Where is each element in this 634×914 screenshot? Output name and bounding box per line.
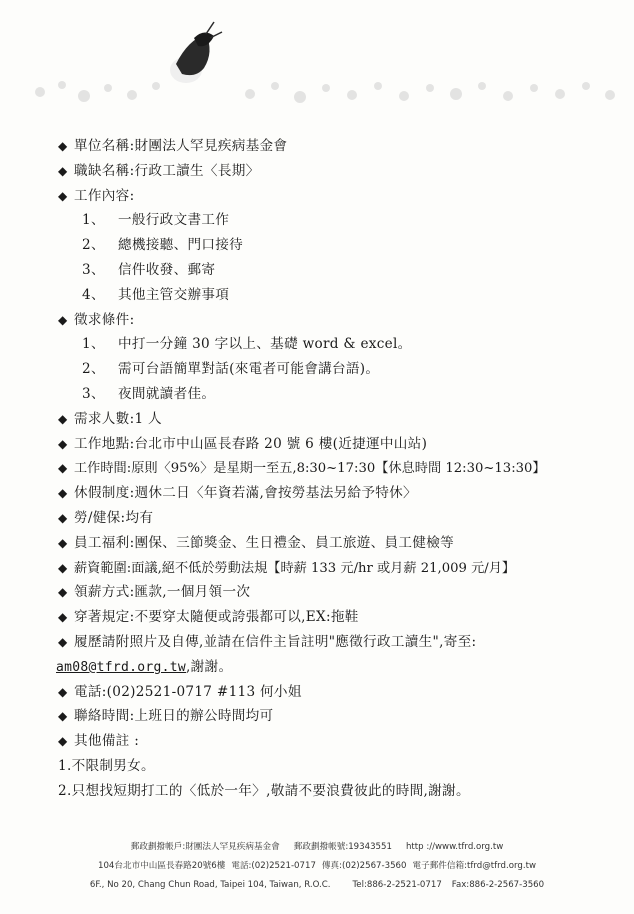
leave-row: ◆ 休假制度:週休二日〈年資若滿,會按勞基法另給予特休〉: [58, 481, 598, 506]
bullet-icon: ◆: [58, 634, 68, 649]
bullet-icon: ◆: [58, 411, 68, 426]
bullet-icon: ◆: [58, 486, 68, 501]
bullet-icon: ◆: [58, 585, 68, 600]
website-link[interactable]: http ://www.tfrd.org.tw: [405, 842, 504, 852]
hours-row: ◆ 工作時間:原則〈95%〉是星期一至五,8:30~17:30【休息時間 12:30~13:30】: [58, 456, 598, 481]
bullet-icon: ◆: [58, 461, 68, 476]
task-item: 4、 其他主管交辦事項: [82, 286, 230, 303]
unit-row: ◆ 單位名稱:財團法人罕見疾病基金會: [58, 134, 598, 159]
footer-line-1: 郵政劃撥帳戶:財團法人罕見疾病基金會 郵政劃撥帳號:19343551 http ://www.tfrd.org.tw: [130, 842, 504, 852]
email-row: am08@tfrd.org.tw,謝謝。: [56, 658, 233, 675]
unit-value: 財團法人罕見疾病基金會: [134, 138, 288, 154]
bullet-icon: ◆: [58, 535, 68, 550]
bullet-icon: ◆: [58, 684, 68, 699]
resume-row: ◆ 履歷請附照片及自傳,並請在信件主旨註明"應徵行政工讀生",寄至:: [58, 630, 598, 655]
phone-row: ◆ 電話:(02)2521-0717 #113 何小姐: [58, 680, 598, 705]
job-posting: [58, 134, 598, 804]
contact-time-row: ◆ 聯絡時間:上班日的辦公時間均可: [58, 704, 598, 729]
bullet-icon: ◆: [58, 734, 68, 749]
content-heading: ◆ 工作內容:: [58, 184, 598, 209]
task-item: 1、 一般行政文書工作: [82, 212, 230, 229]
headcount-row: ◆ 需求人數:1 人: [58, 407, 598, 432]
dress-code-row: ◆ 穿著規定:不要穿太隨便或誇張都可以,EX:拖鞋: [58, 605, 598, 630]
bullet-icon: ◆: [58, 312, 68, 327]
requirement-item: 1、 中打一分鐘 30 字以上、基礎 word & excel。: [82, 336, 412, 353]
position-value: 行政工讀生〈長期〉: [134, 162, 260, 179]
insurance-row: ◆ 勞/健保:均有: [58, 506, 598, 531]
requirement-item: 2、 需可台語簡單對話(來電者可能會講台語)。: [82, 361, 380, 378]
task-item: 3、 信件收發、郵寄: [82, 261, 216, 278]
bullet-icon: ◆: [58, 510, 68, 525]
bullet-icon: ◆: [58, 709, 68, 724]
requirements-heading: ◆ 徵求條件:: [58, 308, 598, 333]
location-row: ◆ 工作地點:台北市中山區長春路 20 號 6 樓(近捷運中山站): [58, 432, 598, 457]
position-row: ◆ 職缺名稱:行政工讀生〈長期〉: [58, 159, 598, 184]
bullet-icon: ◆: [58, 610, 68, 625]
salary-row: ◆ 薪資範圍:面議,絕不低於勞動法規【時薪 133 元/hr 或月薪 21,009 元/月】: [58, 556, 598, 581]
payment-row: ◆ 領薪方式:匯款,一個月領一次: [58, 580, 598, 605]
firefly-logo-artwork: [0, 0, 634, 120]
note-item: 1.不限制男女。: [58, 757, 155, 774]
bullet-icon: ◆: [58, 560, 68, 575]
requirement-item: 3、 夜間就讀者佳。: [82, 385, 216, 402]
benefits-row: ◆ 員工福利:團保、三節獎金、生日禮金、員工旅遊、員工健檢等: [58, 531, 598, 556]
bullet-icon: ◆: [58, 139, 68, 153]
bullet-icon: ◆: [58, 436, 68, 451]
footer-line-2: 104台北市中山區長春路20號6樓 電話:(02)2521-0717 傳真:(02)2567-3560 電子郵件信箱:tfrd@tfrd.org.tw: [98, 861, 536, 871]
bullet-icon: ◆: [58, 188, 68, 203]
footer-email-link[interactable]: 電子郵件信箱:tfrd@tfrd.org.tw: [412, 861, 536, 871]
task-item: 2、 總機接聽、門口接待: [82, 237, 244, 254]
bullet-icon: ◆: [58, 163, 68, 178]
email-link[interactable]: am08@tfrd.org.tw: [56, 659, 187, 675]
footer-line-3: 6F., No 20, Chang Chun Road, Taipei 104, Taiwan, R.O.C. Tel:886-2-2521-0717 Fax:886-2-2567-3560: [89, 880, 545, 890]
note-item: 2.只想找短期打工的〈低於一年〉,敬請不要浪費彼此的時間,謝謝。: [58, 782, 470, 799]
organization-footer: [0, 838, 634, 895]
notes-heading: ◆ 其他備註 :: [58, 729, 598, 754]
